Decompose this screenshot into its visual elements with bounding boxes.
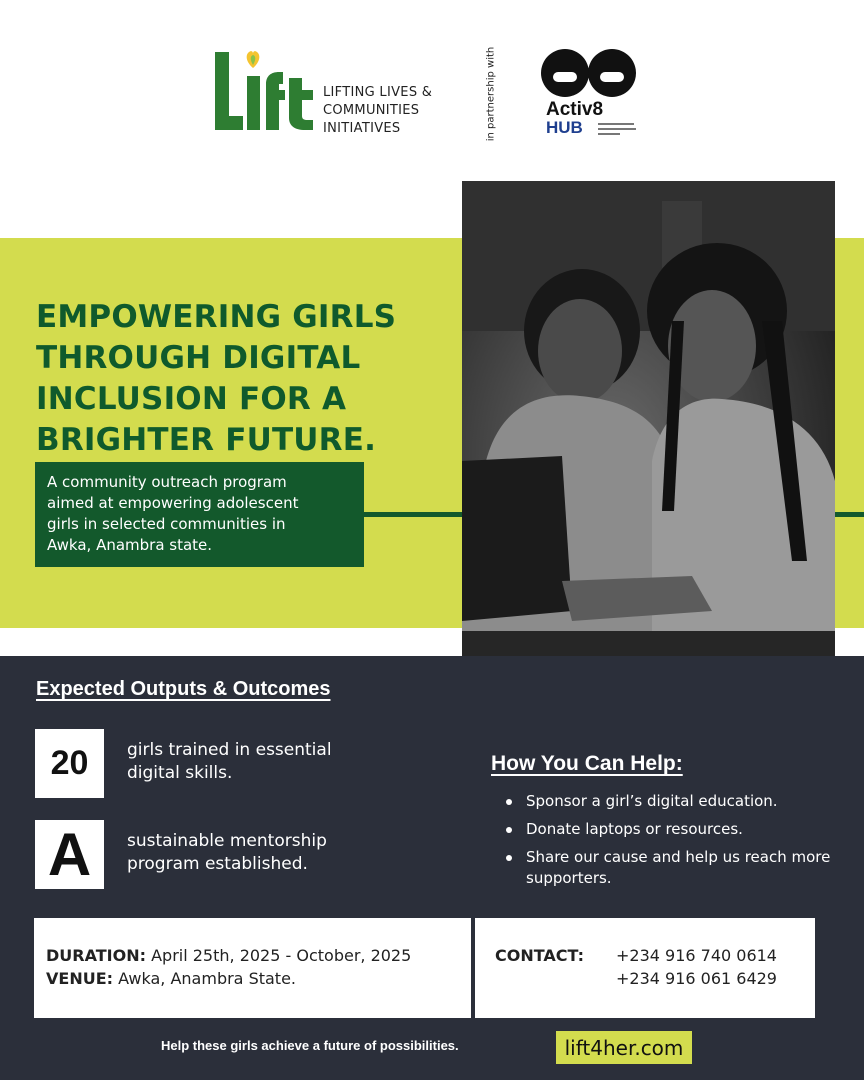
venue-value: Awka, Anambra State. [118,969,297,988]
help-item: Sponsor a girl’s digital education. [506,791,846,812]
hero-headline [36,297,456,461]
subtext-line: A community outreach program [47,473,287,491]
website-link[interactable]: lift4her.com [556,1031,692,1064]
output-line: program established. [127,854,308,874]
subtext-line: Awka, Anambra state. [47,536,213,554]
help-title: How You Can Help: [491,752,683,775]
headline-line: BRIGHTER FUTURE. [36,422,377,458]
venue-label: VENUE: [46,969,114,988]
duration-venue-box [34,918,471,1018]
activ8-name: Activ8 [546,99,604,120]
contact-grid [495,944,803,990]
help-item: Donate laptops or resources. [506,819,846,840]
output-line: girls trained in essential [127,740,332,760]
duration-row [46,944,459,967]
partnership-label: in partnership with [485,46,497,142]
venue-row [46,967,459,990]
output-badge: A [35,820,104,889]
help-list [506,791,846,896]
subtext-line: girls in selected communities in [47,515,286,533]
hero-subtext-box [35,462,364,567]
tagline-line: INITIATIVES [323,121,401,136]
contact-box [475,918,815,1018]
output-line: sustainable mentorship [127,831,327,851]
activ8-small-text [598,122,648,137]
duration-value: April 25th, 2025 - October, 2025 [151,946,412,965]
headline-line: INCLUSION FOR A [36,381,347,417]
lift-tagline [323,84,463,138]
output-text [127,830,387,876]
footer-tagline: Help these girls achieve a future of possibilities. [161,1038,459,1053]
headline-line: THROUGH DIGITAL [36,340,361,376]
output-line: digital skills. [127,763,233,783]
activ8-logo-eyes [540,46,640,100]
hero-photo [462,181,835,686]
lift-logo [213,38,318,134]
help-item: Share our cause and help us reach more supporters. [506,847,846,889]
contact-phone[interactable]: +234 916 740 0614 [615,946,777,965]
output-badge: 20 [35,729,104,798]
headline-line: EMPOWERING GIRLS [36,299,397,335]
tagline-line: COMMUNITIES [323,103,420,118]
tagline-line: LIFTING LIVES & [323,85,433,100]
contact-phone[interactable]: +234 916 061 6429 [615,969,777,988]
outputs-title: Expected Outputs & Outcomes [36,678,331,700]
output-text [127,739,387,785]
contact-label: CONTACT: [495,946,584,965]
subtext-line: aimed at empowering adolescent [47,494,299,512]
duration-label: DURATION: [46,946,146,965]
activ8-hub: HUB [546,118,583,137]
contact-spacer [495,967,610,990]
